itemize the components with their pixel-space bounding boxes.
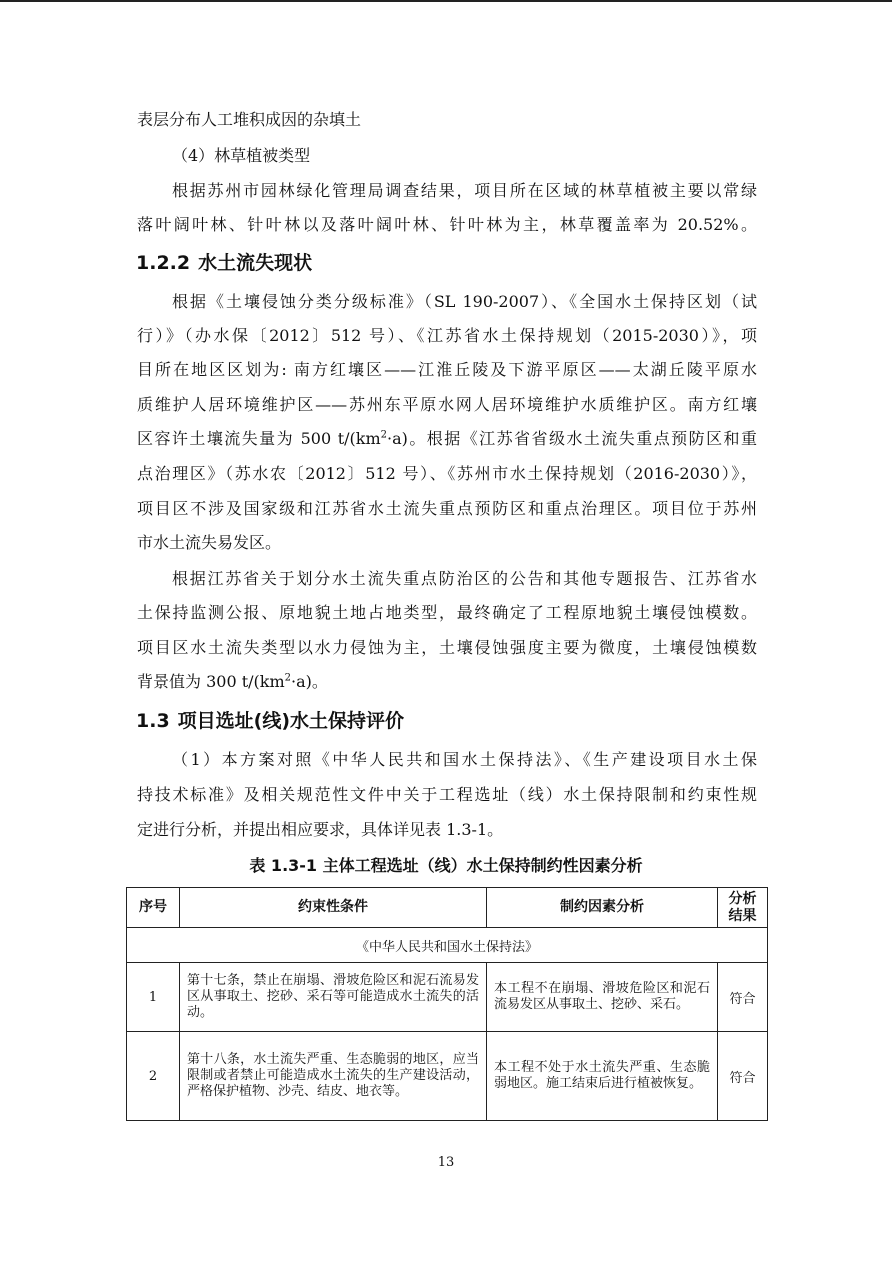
table-caption: 表 1.3-1 主体工程选址（线）水土保持制约性因素分析 <box>249 856 643 875</box>
erosion-line-6: 点治理区》（苏水农〔2012〕512 号）、《苏州市水土保持规划（2016-2030）》， <box>137 464 757 483</box>
heading-1-2-2 <box>136 251 312 275</box>
table-row <box>127 963 768 1032</box>
erosion-line-8: 市水土流失易发区。 <box>137 533 282 552</box>
header-no: 序号 <box>127 888 180 928</box>
soil-paragraph-end: 表层分布人工堆积成因的杂填土 <box>137 110 362 129</box>
modulus-line-4-b: ·a)。 <box>291 672 328 691</box>
site-eval-line-2: 持技术标准》及相关规范性文件中关于工程选址（线）水土保持限制和约束性规 <box>137 785 757 804</box>
table-section-row <box>127 928 768 963</box>
page-top-border <box>0 0 892 2</box>
row-analysis: 本工程不处于水土流失严重、生态脆弱地区。施工结束后进行植被恢复。 <box>487 1032 718 1121</box>
erosion-line-2: 行）》（办水保〔2012〕512 号）、《江苏省水土保持规划（2015-2030）》，项 <box>137 326 757 345</box>
superscript: 2 <box>284 672 292 684</box>
page-number: 13 <box>437 1155 455 1170</box>
erosion-line-5 <box>137 429 757 449</box>
erosion-line-3: 目所在地区区划为: 南方红壤区——江淮丘陵及下游平原区——太湖丘陵平原水 <box>137 360 757 379</box>
header-condition: 约束性条件 <box>180 888 487 928</box>
row-no: 2 <box>127 1032 180 1121</box>
erosion-line-5-b: ·a)。根据《江苏省省级水土流失重点预防区和重 <box>387 429 757 448</box>
site-eval-line-3: 定进行分析，并提出相应要求，具体详见表 1.3-1。 <box>137 820 504 839</box>
table-row <box>127 1032 768 1121</box>
vegetation-subheading: （4）林草植被类型 <box>172 146 311 165</box>
modulus-line-1: 根据江苏省关于划分水土流失重点防治区的公告和其他专题报告、江苏省水 <box>172 569 757 588</box>
erosion-line-1: 根据《土壤侵蚀分类分级标准》（SL 190-2007）、《全国水土保持区划（试 <box>172 292 757 311</box>
modulus-line-4-a: 背景值为 300 t/(km <box>137 672 285 691</box>
erosion-line-4: 质维护人居环境维护区——苏州东平原水网人居环境维护水质维护区。南方红壤 <box>137 395 757 414</box>
section-title: 《中华人民共和国水土保持法》 <box>127 928 768 963</box>
row-result: 符合 <box>718 963 768 1032</box>
row-analysis: 本工程不在崩塌、滑坡危险区和泥石流易发区从事取土、挖砂、采石。 <box>487 963 718 1032</box>
constraint-table <box>126 887 768 1121</box>
erosion-line-7: 项目区不涉及国家级和江苏省水土流失重点预防区和重点治理区。项目位于苏州 <box>137 499 757 518</box>
header-analysis: 制约因素分析 <box>487 888 718 928</box>
superscript: 2 <box>380 429 388 441</box>
heading-1-3 <box>136 709 404 733</box>
modulus-line-3: 项目区水土流失类型以水力侵蚀为主，土壤侵蚀强度主要为微度，土壤侵蚀模数 <box>137 638 757 657</box>
site-eval-line-1: （1）本方案对照《中华人民共和国水土保持法》、《生产建设项目水土保 <box>172 750 757 769</box>
modulus-line-2: 土保持监测公报、原地貌土地占地类型，最终确定了工程原地貌土壤侵蚀模数。 <box>137 603 757 622</box>
modulus-line-4 <box>137 672 757 692</box>
row-condition: 第十八条，水土流失严重、生态脆弱的地区，应当限制或者禁止可能造成水土流失的生产建设活动，严格保护植物、沙壳、结皮、地衣等。 <box>180 1032 487 1121</box>
row-condition: 第十七条，禁止在崩塌、滑坡危险区和泥石流易发区从事取土、挖砂、采石等可能造成水土流失的活动。 <box>180 963 487 1032</box>
row-no: 1 <box>127 963 180 1032</box>
heading-title: 水土流失现状 <box>198 252 313 274</box>
vegetation-line-1: 根据苏州市园林绿化管理局调查结果，项目所在区域的林草植被主要以常绿 <box>172 181 757 200</box>
heading-number: 1.3 <box>136 710 170 732</box>
row-result: 符合 <box>718 1032 768 1121</box>
heading-title: 项目选址(线)水土保持评价 <box>177 710 405 732</box>
header-result: 分析 结果 <box>718 888 768 928</box>
heading-number: 1.2.2 <box>136 252 191 274</box>
vegetation-line-2: 落叶阔叶林、针叶林以及落叶阔叶林、针叶林为主，林草覆盖率为 20.52%。 <box>137 215 757 234</box>
erosion-line-5-a: 区容许土壤流失量为 500 t/(km <box>137 429 381 448</box>
table-header-row <box>127 888 768 928</box>
